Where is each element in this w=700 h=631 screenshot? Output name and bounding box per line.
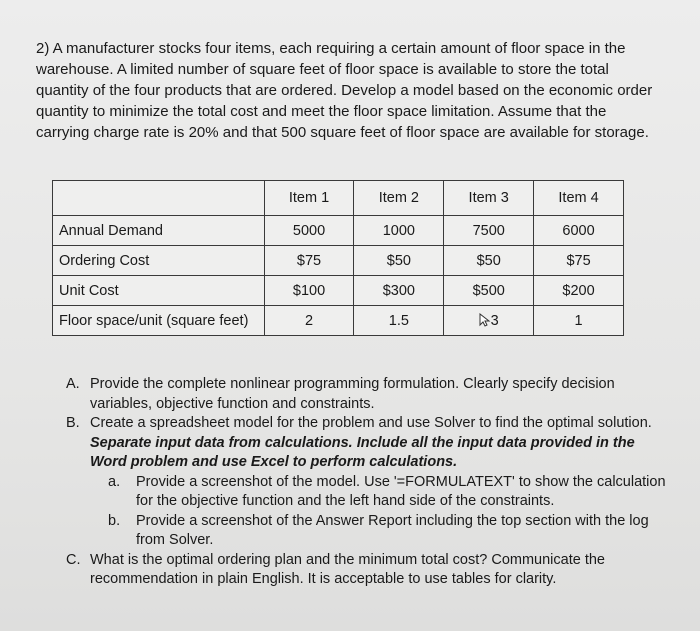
question-marker: b. [108,512,121,529]
question-marker: B. [66,415,80,431]
question-text [90,414,666,473]
header-cell-empty [53,181,265,216]
row-label: Annual Demand [53,216,265,246]
question-marker: C. [66,551,81,568]
question-b [66,414,666,473]
question-list [66,375,666,590]
item-data-table [52,180,624,336]
table-cell: $100 [264,276,354,306]
question-text-emphasis: Separate input data from calculations. Include all the input data provided in the Word problem and use Excel to perform calculations. [90,434,635,470]
question-c [66,551,666,590]
table-cell-value: 3 [490,312,499,329]
table-cell: 1.5 [354,306,444,336]
table-header-row [53,181,624,216]
table-row-floor-space [53,306,624,336]
question-b-a [108,473,666,512]
question-text: What is the optimal ordering plan and the minimum total cost? Communicate the recommendation in plain English. It is acceptable to use tables for clarity. [90,551,605,587]
question-text: Provide the complete nonlinear programming formulation. Clearly specify decision variables, objective function and constraints. [90,376,615,412]
problem-intro: 2) A manufacturer stocks four items, each requiring a certain amount of floor space in the warehouse. A limited number of square feet of floor space is available to store the total quantity of the four products that are ordered. Develop a model based on the economic order quantity to minimize the total cost and meet the floor space limitation. Assume that the carrying charge rate is 20% and that 500 square feet of floor space are available for storage. [36,40,653,141]
table-row-unit-cost [53,276,624,306]
question-marker: A. [66,376,80,392]
table-cell: $75 [264,246,354,276]
table-cell: 2 [264,306,354,336]
table-cell: 7500 [444,216,534,246]
header-cell-item-3: Item 3 [444,181,534,216]
question-text-plain: Create a spreadsheet model for the problem and use Solver to find the optimal solution. [90,415,652,431]
header-cell-item-1: Item 1 [264,181,354,216]
mouse-pointer-icon [479,313,491,327]
table-cell-with-cursor [444,306,534,336]
row-label: Floor space/unit (square feet) [53,306,265,336]
table-cell: $75 [534,246,624,276]
question-b-b [108,512,666,551]
table-row-ordering-cost [53,246,624,276]
table-cell: $300 [354,276,444,306]
table-cell: $200 [534,276,624,306]
row-label: Unit Cost [53,276,265,306]
table-cell: $50 [354,246,444,276]
table-cell: 1 [534,306,624,336]
question-marker: a. [108,473,121,490]
table-cell: 5000 [264,216,354,246]
row-label: Ordering Cost [53,246,265,276]
table-cell: 6000 [534,216,624,246]
header-cell-item-2: Item 2 [354,181,444,216]
question-text: Provide a screenshot of the Answer Report including the top section with the log from Solver. [136,512,649,548]
table-row-annual-demand [53,216,624,246]
question-text: Provide a screenshot of the model. Use '=FORMULATEXT' to show the calculation for the objective function and the left hand side of the constraints. [136,473,666,509]
table-cell: $500 [444,276,534,306]
header-cell-item-4: Item 4 [534,181,624,216]
question-a [66,375,666,414]
table-cell: 1000 [354,216,444,246]
table-cell: $50 [444,246,534,276]
